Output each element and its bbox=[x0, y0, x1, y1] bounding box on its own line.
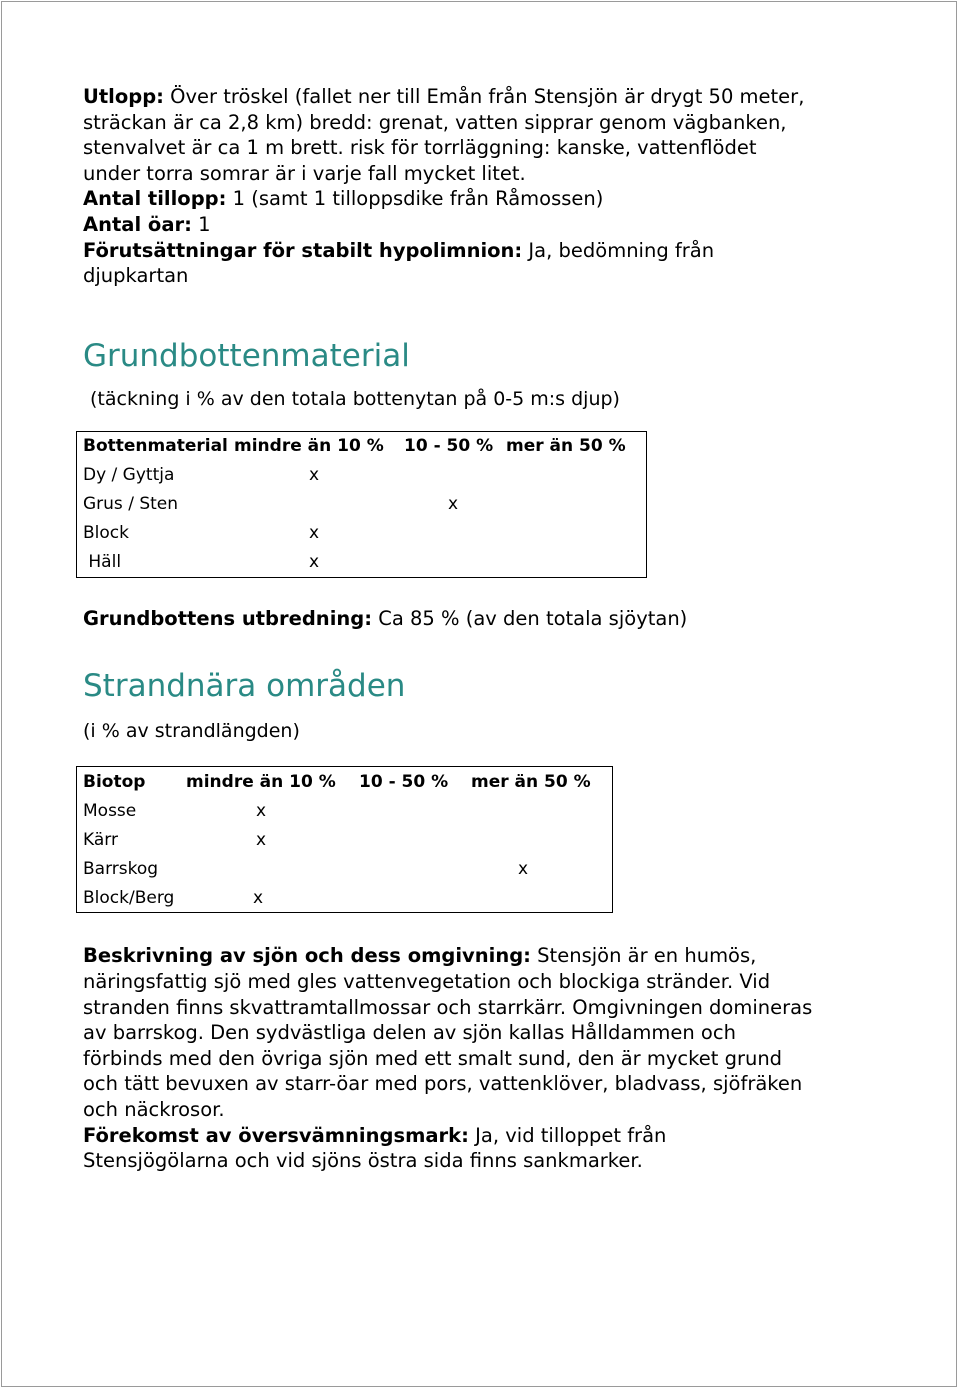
beskrivning-text: av barrskog. Den sydvästliga delen av sjön kallas Hålldammen och bbox=[83, 1021, 736, 1045]
oversvamning-text: Stensjögölarna och vid sjöns östra sida finns sankmarker. bbox=[83, 1149, 643, 1173]
table-row bbox=[77, 825, 612, 854]
hypolimnion-text: djupkartan bbox=[83, 264, 189, 288]
utlopp-text: stenvalvet är ca 1 m brett. risk för torrläggning: kanske, vattenflödet bbox=[83, 136, 757, 160]
tillopp-text: 1 (samt 1 tilloppsdike från Råmossen) bbox=[226, 187, 604, 211]
utlopp-text: under torra somrar är i varje fall mycket litet. bbox=[83, 161, 526, 185]
table-header-cell: mindre än 10 % bbox=[234, 436, 384, 457]
beskrivning-text: och näckrosor. bbox=[83, 1097, 225, 1121]
beskrivning-text: stranden finns skvattramtallmossar och starrkärr. Omgivningen domineras bbox=[83, 995, 813, 1019]
beskrivning-label: Beskrivning av sjön och dess omgivning: bbox=[83, 944, 531, 968]
table-cell: x bbox=[518, 858, 529, 879]
grundbotten-subtitle: (täckning i % av den totala bottenytan på 0-5 m:s djup) bbox=[90, 387, 620, 410]
utbredning-text: Ca 85 % (av den totala sjöytan) bbox=[372, 606, 688, 630]
table-header-cell: Bottenmaterial bbox=[83, 436, 228, 457]
table-header-cell: mindre än 10 % bbox=[186, 771, 336, 792]
utbredning-label: Grundbottens utbredning: bbox=[83, 606, 373, 630]
beskrivning-paragraph bbox=[83, 943, 903, 1173]
table-header-row bbox=[77, 767, 612, 796]
table-cell: Grus / Sten bbox=[83, 494, 179, 515]
table-cell bbox=[359, 854, 471, 883]
grundbotten-table bbox=[76, 431, 647, 578]
tillopp-label: Antal tillopp: bbox=[83, 187, 227, 211]
table-header-cell: Biotop bbox=[83, 771, 146, 792]
table-cell bbox=[471, 883, 612, 912]
table-cell bbox=[186, 854, 359, 883]
table-cell bbox=[359, 883, 471, 912]
table-cell: x bbox=[253, 887, 264, 908]
beskrivning-text: förbinds med den övriga sjön med ett smalt sund, den är mycket grund bbox=[83, 1046, 783, 1070]
strandnara-heading: Strandnära områden bbox=[83, 668, 406, 705]
hypolimnion-text: Ja, bedömning från bbox=[522, 238, 715, 262]
table-cell bbox=[359, 825, 471, 854]
utlopp-text: sträckan är ca 2,8 km) bredd: grenat, vatten sipprar genom vägbanken, bbox=[83, 110, 787, 134]
intro-section bbox=[83, 84, 903, 289]
utbredning-paragraph bbox=[83, 606, 903, 632]
table-cell bbox=[471, 825, 612, 854]
oversvamning-text: Ja, vid tilloppet från bbox=[468, 1123, 667, 1147]
table-cell bbox=[359, 796, 471, 825]
table-cell: x bbox=[256, 829, 267, 850]
strandnara-subtitle: (i % av strandlängden) bbox=[83, 720, 300, 743]
table-cell bbox=[402, 548, 504, 577]
table-cell: x bbox=[256, 800, 267, 821]
table-row bbox=[77, 519, 646, 548]
table-cell bbox=[504, 461, 646, 490]
table-cell bbox=[504, 490, 646, 519]
table-cell bbox=[504, 519, 646, 548]
beskrivning-text: Stensjön är en humös, bbox=[530, 944, 757, 968]
strandnara-table bbox=[76, 766, 613, 913]
hypolimnion-label: Förutsättningar för stabilt hypolimnion: bbox=[83, 238, 523, 262]
table-header-cell: mer än 50 % bbox=[506, 436, 626, 457]
beskrivning-text: och tätt bevuxen av starr-öar med pors, vattenklöver, bladvass, sjöfräken bbox=[83, 1072, 803, 1096]
table-row bbox=[77, 796, 612, 825]
document-body bbox=[83, 84, 903, 1174]
table-cell: Block/Berg bbox=[83, 887, 175, 908]
grundbotten-heading: Grundbottenmaterial bbox=[83, 337, 410, 374]
oar-label: Antal öar: bbox=[83, 212, 192, 236]
utlopp-paragraph bbox=[83, 84, 903, 289]
table-cell: x bbox=[309, 552, 320, 573]
table-header-row bbox=[77, 432, 646, 461]
table-header-cell: mer än 50 % bbox=[471, 771, 591, 792]
table-cell bbox=[232, 490, 402, 519]
table-cell: x bbox=[309, 465, 320, 486]
table-cell bbox=[402, 519, 504, 548]
table-header-cell: 10 - 50 % bbox=[359, 771, 449, 792]
table-cell bbox=[402, 461, 504, 490]
table-header-cell: 10 - 50 % bbox=[404, 436, 494, 457]
table-cell: Häll bbox=[83, 552, 122, 573]
table-cell: Dy / Gyttja bbox=[83, 465, 175, 486]
table-row bbox=[77, 548, 646, 577]
table-cell: x bbox=[309, 523, 320, 544]
beskrivning-text: näringsfattig sjö med gles vattenvegetation och blockiga stränder. Vid bbox=[83, 969, 771, 993]
table-cell: Mosse bbox=[83, 800, 137, 821]
table-row bbox=[77, 883, 612, 912]
oversvamning-label: Förekomst av översvämningsmark: bbox=[83, 1123, 469, 1147]
table-cell: Block bbox=[83, 523, 129, 544]
utlopp-text: Över tröskel (fallet ner till Emån från Stensjön är drygt 50 meter, bbox=[163, 85, 805, 108]
table-cell: x bbox=[448, 494, 459, 515]
table-cell: Kärr bbox=[83, 829, 118, 850]
table-cell bbox=[504, 548, 646, 577]
table-cell bbox=[471, 796, 612, 825]
utlopp-label: Utlopp: bbox=[83, 85, 164, 108]
table-cell: Barrskog bbox=[83, 858, 159, 879]
oar-text: 1 bbox=[191, 212, 211, 236]
table-row bbox=[77, 461, 646, 490]
table-row bbox=[77, 490, 646, 519]
table-row bbox=[77, 854, 612, 883]
